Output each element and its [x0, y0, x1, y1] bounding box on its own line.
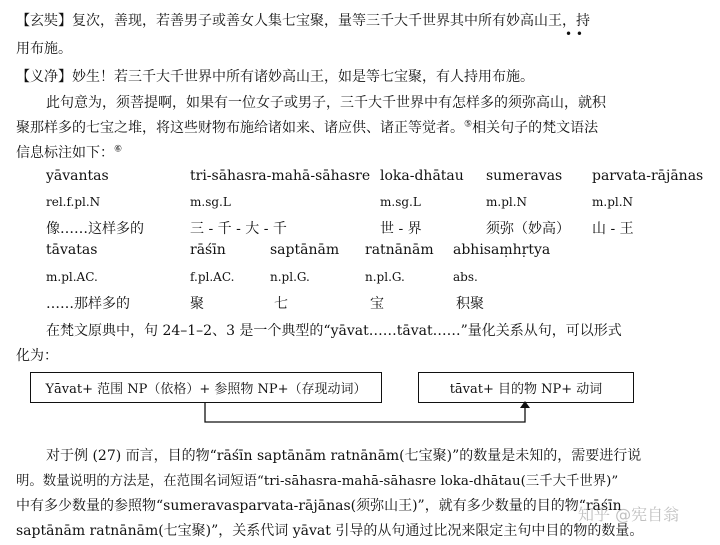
xuanzang-line-2: 用布施。: [16, 41, 72, 57]
gloss1-word: sumeravas: [486, 168, 563, 184]
gloss2-tag: n.pl.G.: [270, 270, 310, 284]
analysis-line-4: saptānām ratnānām(七宝聚)”，关系代词 yāvat 引导的从句通过比况来限定主句中目的物的数量。: [16, 523, 644, 539]
gloss1-tag: m.sg.L: [380, 195, 421, 209]
gloss2-word: rāśīn: [190, 242, 226, 258]
footnote-5[interactable]: ⑤: [464, 119, 473, 130]
gloss1-zh: 山 - 王: [592, 221, 634, 237]
analysis-line-2: 明。数量说明的方法是，在范围名词短语“tri-sāhasra-mahā-sāhasre loka-dhātau(三千大千世界)”: [16, 474, 619, 489]
gloss2-word: tāvatas: [46, 242, 98, 258]
explanation-line-2-tail: 相关句子的梵文语法: [472, 120, 599, 136]
yijing-line-1: 【义净】妙生！若三千大千世界中所有诸妙高山王，如是等七宝聚，有人持用布施。: [16, 69, 534, 85]
gloss1-word: parvata-rājānas: [592, 168, 704, 184]
gloss1-word: loka-dhātau: [380, 168, 464, 184]
gloss2-word: saptānām: [270, 242, 340, 258]
formalization-line-2: 化为：: [16, 348, 58, 364]
gloss2-zh: ……那样多的: [46, 296, 130, 312]
yavat-clause-box: Yāvat+ 范围 NP（依格）+ 参照物 NP+（存现动词）: [30, 372, 382, 403]
xuanzang-line-1: 【玄奘】复次，善现，若善男子或善女人集七宝聚，量等三千大千世界其中所有妙高山王，持: [16, 13, 590, 29]
gloss2-tag: m.pl.AC.: [46, 270, 98, 284]
emphasis-dots: • •: [565, 27, 583, 41]
gloss1-zh: 世 - 界: [380, 221, 422, 237]
gloss1-tag: m.pl.N: [486, 195, 528, 209]
gloss1-tag: m.pl.N: [592, 195, 634, 209]
gloss2-tag: n.pl.G.: [365, 270, 405, 284]
explanation-line-1: 此句意为，须菩提啊，如果有一位女子或男子，三千大千世界中有怎样多的须弥高山，就积: [46, 95, 606, 111]
gloss2-zh: 宝: [370, 296, 384, 312]
formalization-line-1: 在梵文原典中，句 24–1–2、3 是一个典型的“yāvat……tāvat……”量化关系从句，可以形式: [46, 323, 622, 339]
gloss2-zh: 聚: [190, 296, 204, 312]
gloss1-word: tri-sāhasra-mahā-sāhasre: [190, 168, 371, 184]
footnote-6[interactable]: ⑥: [114, 144, 123, 155]
gloss2-word: abhisaṃhṛtya: [453, 242, 551, 258]
gloss1-tag: rel.f.pl.N: [46, 195, 101, 209]
gloss1-zh: 须弥（妙高）: [486, 221, 570, 237]
gloss1-zh: 像……这样多的: [46, 221, 144, 237]
gloss2-zh: 积聚: [456, 296, 484, 312]
gloss1-tag: m.sg.L: [190, 195, 231, 209]
gloss2-zh: 七: [274, 296, 288, 312]
tavat-clause-box: tāvat+ 目的物 NP+ 动词: [418, 372, 634, 403]
gloss2-tag: f.pl.AC.: [190, 270, 235, 284]
gloss2-tag: abs.: [453, 270, 478, 284]
gloss1-word: yāvantas: [46, 168, 109, 184]
explanation-line-3-text: 信息标注如下：: [16, 145, 114, 161]
analysis-line-1: 对于例 (27) 而言，目的物“rāśīn saptānām ratnānām(七宝聚)”的数量是未知的，需要进行说: [46, 448, 642, 464]
analysis-line-3: 中有多少数量的参照物“sumeravasparvata-rājānas(须弥山王)”，就有多少数量的目的物“rāśīn: [16, 498, 622, 514]
explanation-line-2-text: 聚那样多的七宝之堆，将这些财物布施给诸如来、诸应供、诸正等觉者。: [16, 120, 464, 136]
gloss1-zh: 三 - 千 - 大 - 千: [190, 221, 287, 237]
gloss2-word: ratnānām: [365, 242, 434, 258]
zhihu-watermark: 知乎 @宪自翁: [578, 505, 680, 524]
